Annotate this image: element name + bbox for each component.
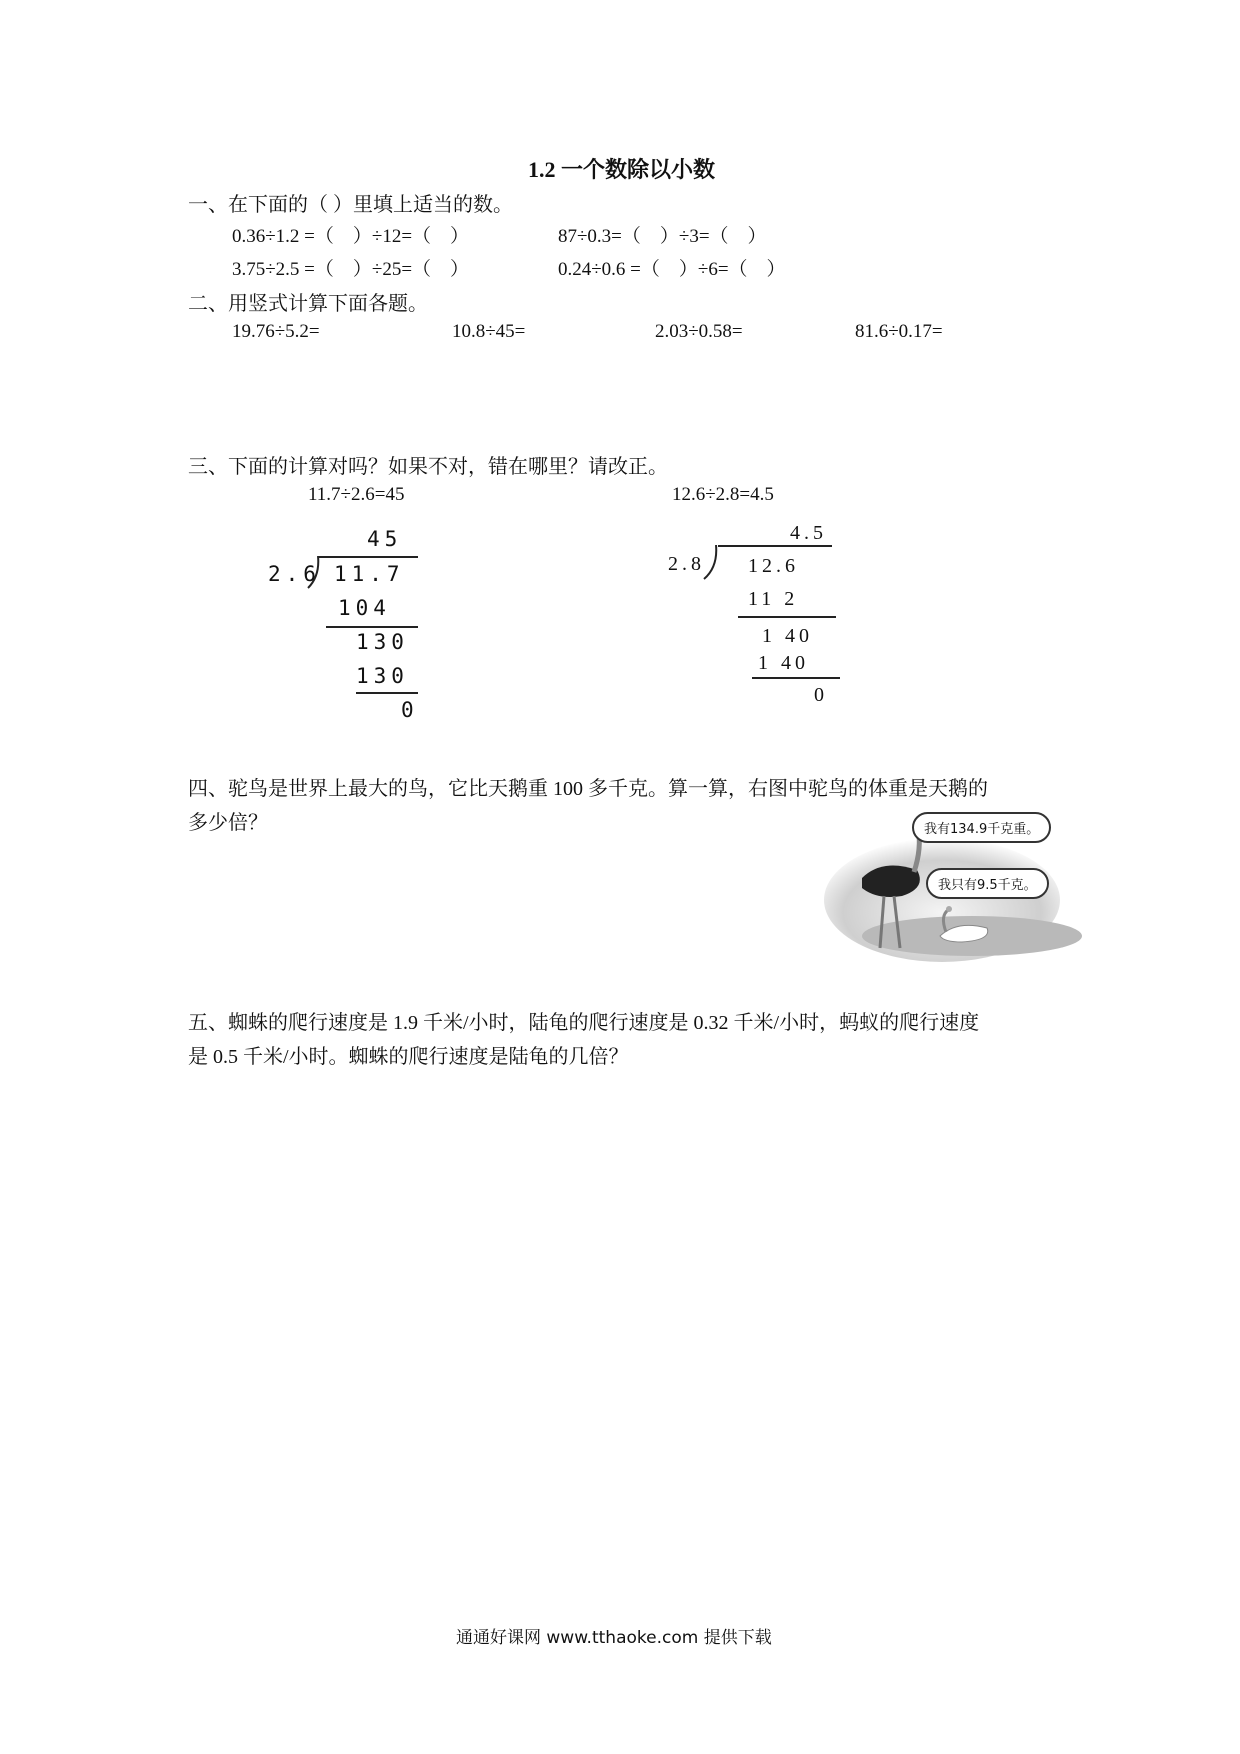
section4-line-2: 多少倍？ xyxy=(188,812,268,834)
left-line-2 xyxy=(356,692,418,694)
right-step-3: 1 40 xyxy=(758,652,809,674)
ostrich-speech-bubble: 我有134.9千克重。 xyxy=(912,812,1051,843)
left-quotient: 45 xyxy=(367,527,403,551)
left-divisor: 2.6 xyxy=(268,562,321,586)
left-step-2: 130 xyxy=(356,630,409,654)
page-title: 1.2 一个数除以小数 xyxy=(528,157,716,182)
section5-line-1: 五、蜘蛛的爬行速度是 1.9 千米/小时，陆龟的爬行速度是 0.32 千米/小时，蚂蚁的爬行速度 xyxy=(188,1012,980,1034)
section2-problem-4: 81.6÷0.17= xyxy=(855,321,943,342)
section1-equation-1: 0.36÷1.2 =（ ）÷12=（ ） xyxy=(232,226,470,247)
section2-problem-2: 10.8÷45= xyxy=(452,321,526,342)
section3-left-equation: 11.7÷2.6=45 xyxy=(308,484,405,505)
left-line-1 xyxy=(326,626,418,628)
right-quotient: 4.5 xyxy=(790,522,827,544)
left-division-bar xyxy=(318,556,418,558)
right-line-2 xyxy=(752,677,840,679)
left-step-3: 130 xyxy=(356,664,409,688)
footer-text: 通通好课网 www.tthaoke.com 提供下载 xyxy=(456,1628,772,1648)
section1-heading: 一、在下面的（ ）里填上适当的数。 xyxy=(188,194,513,216)
right-step-2: 1 40 xyxy=(762,625,813,647)
section1-equation-2: 87÷0.3=（ ）÷3=（ ） xyxy=(558,226,767,247)
section2-problem-1: 19.76÷5.2= xyxy=(232,321,320,342)
right-division-bar xyxy=(718,545,832,547)
section5-line-2: 是 0.5 千米/小时。蜘蛛的爬行速度是陆龟的几倍？ xyxy=(188,1046,629,1068)
left-step-1: 104 xyxy=(338,596,391,620)
ostrich-swan-illustration xyxy=(822,808,1092,968)
section2-problem-3: 2.03÷0.58= xyxy=(655,321,743,342)
right-remainder: 0 xyxy=(814,684,828,706)
left-dividend: 11.7 xyxy=(334,562,405,586)
right-dividend: 12.6 xyxy=(748,555,799,577)
section3-heading: 三、下面的计算对吗？如果不对，错在哪里？请改正。 xyxy=(188,456,668,478)
section1-equation-4: 0.24÷0.6 =（ ）÷6=（ ） xyxy=(558,259,786,280)
section4-line-1: 四、驼鸟是世界上最大的鸟，它比天鹅重 100 多千克。算一算，右图中驼鸟的体重是天鹅的 xyxy=(188,778,988,800)
section3-right-equation: 12.6÷2.8=4.5 xyxy=(672,484,774,505)
left-remainder: 0 xyxy=(401,698,419,722)
section1-equation-3: 3.75÷2.5 =（ ）÷25=（ ） xyxy=(232,259,470,280)
right-line-1 xyxy=(738,616,836,618)
right-divisor: 2.8 xyxy=(668,553,705,575)
right-step-1: 11 2 xyxy=(748,588,799,610)
swan-speech-bubble: 我只有9.5千克。 xyxy=(926,868,1049,899)
section2-heading: 二、用竖式计算下面各题。 xyxy=(188,293,428,315)
